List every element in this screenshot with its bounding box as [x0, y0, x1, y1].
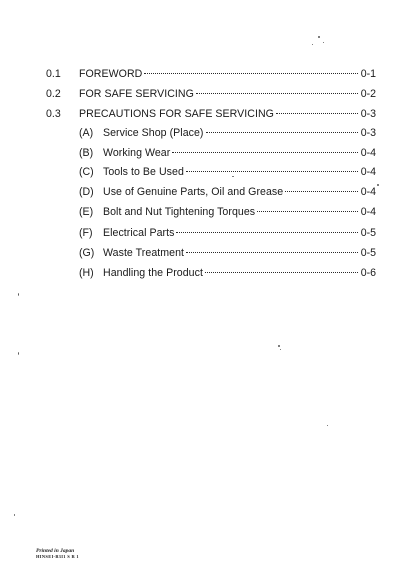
toc-number: 0.3	[46, 108, 61, 120]
toc-page-number: 0-4	[360, 147, 376, 159]
toc-page-number: 0-5	[360, 247, 376, 259]
toc-subentry-service-shop[interactable]	[79, 125, 376, 141]
scan-speck	[18, 293, 19, 296]
toc-title: Waste Treatment	[103, 247, 185, 259]
scan-speck	[232, 176, 234, 177]
toc-page-number: 0-4	[360, 166, 376, 178]
toc-page-number: 0-3	[360, 127, 376, 139]
dot-leader	[196, 93, 358, 94]
dot-leader	[186, 171, 358, 172]
toc-subentry-genuine-parts[interactable]	[79, 184, 376, 200]
dot-leader	[186, 252, 358, 253]
dot-leader	[285, 191, 357, 192]
toc-title: PRECAUTIONS FOR SAFE SERVICING	[79, 108, 274, 120]
toc-page-number: 0-4	[360, 206, 376, 218]
scan-speck	[14, 514, 15, 516]
toc-number: 0.2	[46, 88, 61, 100]
scan-speck	[318, 36, 320, 38]
printed-in-label: Printed in Japan	[36, 548, 75, 554]
toc-letter: (B)	[79, 147, 94, 159]
scan-speck	[18, 352, 19, 355]
toc-page-number: 0-1	[360, 68, 376, 80]
document-code: HINSEI-B3I1 S R 1	[36, 554, 79, 559]
scan-speck	[278, 345, 280, 347]
toc-letter: (A)	[79, 127, 94, 139]
toc-subentry-working-wear[interactable]	[79, 145, 376, 161]
dot-leader	[144, 73, 357, 74]
toc-letter: (G)	[79, 247, 95, 259]
toc-title: Service Shop (Place)	[103, 127, 204, 139]
toc-page-number: 0-3	[360, 108, 376, 120]
toc-letter: (H)	[79, 267, 94, 279]
toc-entry-precautions[interactable]	[46, 106, 376, 122]
toc-title: FOR SAFE SERVICING	[79, 88, 194, 100]
toc-title: Electrical Parts	[103, 227, 175, 239]
toc-page-number: 0-4	[360, 186, 376, 198]
toc-title: FOREWORD	[79, 68, 143, 80]
dot-leader	[172, 152, 357, 153]
scan-speck	[323, 42, 324, 43]
toc-letter: (D)	[79, 186, 94, 198]
toc-entry-for-safe-servicing[interactable]	[46, 86, 376, 102]
dot-leader	[257, 211, 358, 212]
toc-number: 0.1	[46, 68, 61, 80]
toc-subentry-tools[interactable]	[79, 164, 376, 180]
dot-leader	[206, 132, 358, 133]
toc-title: Tools to Be Used	[103, 166, 184, 178]
toc-page-number: 0-5	[360, 227, 376, 239]
toc-page-number: 0-6	[360, 267, 376, 279]
toc-subentry-handling[interactable]	[79, 265, 376, 281]
toc-title: Bolt and Nut Tightening Torques	[103, 206, 256, 218]
toc-page-number: 0-2	[360, 88, 376, 100]
toc-title: Handling the Product	[103, 267, 203, 279]
scan-speck	[280, 349, 281, 350]
toc-subentry-electrical[interactable]	[79, 225, 376, 241]
scan-speck	[312, 44, 313, 45]
toc-subentry-waste[interactable]	[79, 245, 376, 261]
toc-letter: (F)	[79, 227, 93, 239]
toc-title: Working Wear	[103, 147, 171, 159]
toc-letter: (C)	[79, 166, 94, 178]
toc-subentry-torques[interactable]	[79, 204, 376, 220]
toc-title: Use of Genuine Parts, Oil and Grease	[103, 186, 284, 198]
toc-entry-foreword[interactable]	[46, 66, 376, 82]
dot-leader	[276, 113, 358, 114]
scan-speck	[327, 425, 328, 426]
dot-leader	[176, 232, 357, 233]
scan-speck	[377, 184, 379, 186]
toc-letter: (E)	[79, 206, 94, 218]
print-imprint	[36, 548, 79, 560]
dot-leader	[205, 272, 358, 273]
